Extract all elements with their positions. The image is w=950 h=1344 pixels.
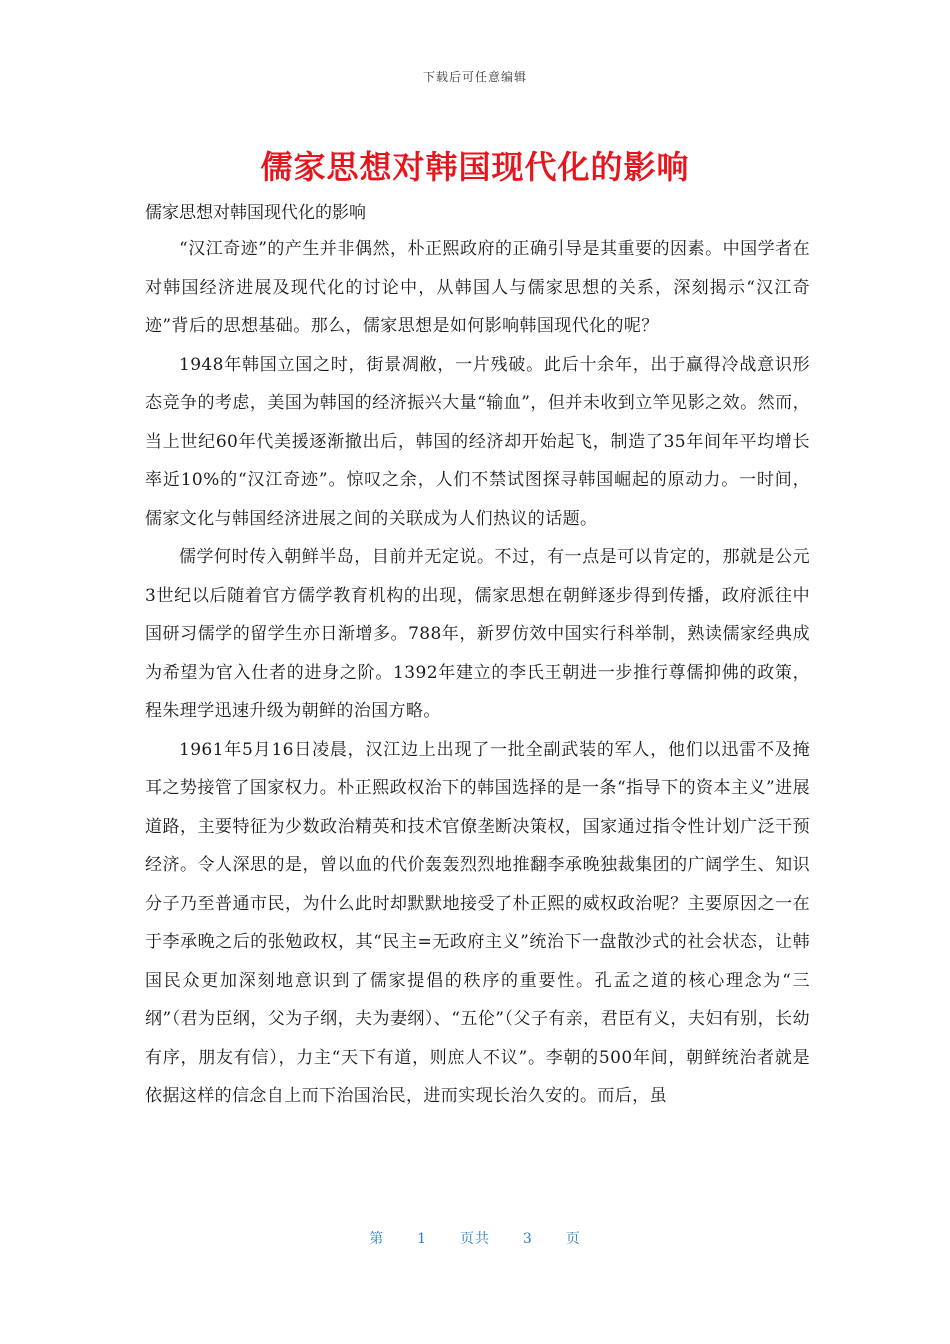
paragraph-4: 1961年5月16日凌晨，汉江边上出现了一批全副武装的军人，他们以迅雷不及掩耳之势接管了国家权力。朴正熙政权治下的韩国选择的是一条“指导下的资本主义”进展道路，主要特征为少数政治精英和技术官僚垄断决策权，国家通过指令性计划广泛干预经济。令人深思的是，曾以血的代价轰轰烈烈地推翻李承晚独裁集团的广阔学生、知识分子乃至普通市民，为什么此时却默默地接受了朴正熙的威权政治呢？主要原因之一在于李承晚之后的张勉政权，其“民主=无政府主义”统治下一盘散沙式的社会状态，让韩国民众更加深刻地意识到了儒家提倡的秩序的重要性。孔孟之道的核心理念为“三纲”（君为臣纲，父为子纲，夫为妻纲）、“五伦”（父子有亲，君臣有义，夫妇有别，长幼有序，朋友有信），力主“天下有道，则庶人不议”。李朝的500年间，朝鲜统治者就是依据这样的信念自上而下治国治民，进而实现长治久安的。而后，虽 xyxy=(145,739,810,1106)
page-suffix: 页 xyxy=(565,1231,581,1247)
page-total: 3 xyxy=(522,1231,533,1247)
page-middle: 页共 xyxy=(460,1231,490,1247)
document-body xyxy=(145,230,810,1116)
paragraph-3: 儒学何时传入朝鲜半岛，目前并无定说。不过，有一点是可以肯定的，那就是公元3世纪以后随着官方儒学教育机构的出现，儒家思想在朝鲜逐步得到传播，政府派往中国研习儒学的留学生亦日渐增多。788年，新罗仿效中国实行科举制，熟读儒家经典成为希望为官入仕者的进身之阶。1392年建立的李氏王朝进一步推行尊儒抑佛的政策，程朱理学迅速升级为朝鲜的治国方略。 xyxy=(145,547,810,721)
paragraph-2: 1948年韩国立国之时，街景凋敝，一片残破。此后十余年，出于赢得冷战意识形态竞争的考虑，美国为韩国的经济振兴大量“输血”，但并未收到立竿见影之效。然而，当上世纪60年代美援逐渐撤出后，韩国的经济却开始起飞，制造了35年间年平均增长率近10%的“汉江奇迹”。惊叹之余，人们不禁试图探寻韩国崛起的原动力。一时间，儒家文化与韩国经济进展之间的关联成为人们热议的话题。 xyxy=(145,354,810,529)
document-subtitle: 儒家思想对韩国现代化的影响 xyxy=(145,203,366,223)
header-note: 下载后可任意编辑 xyxy=(422,70,527,84)
page-footer xyxy=(0,1228,950,1248)
page-current: 1 xyxy=(417,1231,428,1247)
page-prefix: 第 xyxy=(369,1231,385,1247)
paragraph-1: “汉江奇迹”的产生并非偶然，朴正熙政府的正确引导是其重要的因素。中国学者在对韩国经济进展及现代化的讨论中，从韩国人与儒家思想的关系，深刻揭示“汉江奇迹”背后的思想基础。那么，儒家思想是如何影响韩国现代化的呢？ xyxy=(145,239,810,336)
document-title: 儒家思想对韩国现代化的影响 xyxy=(260,148,690,186)
